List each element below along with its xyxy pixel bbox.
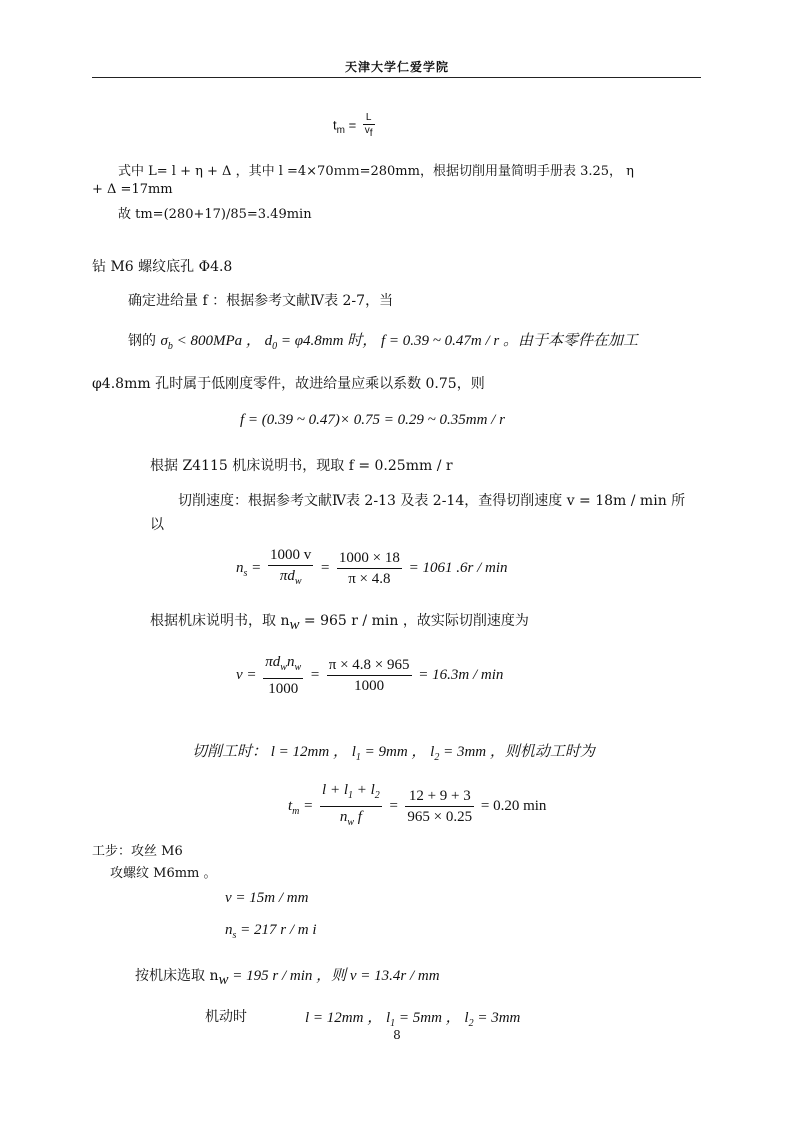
cut-time-line: 切削工时： l = 12mm ， $l_1 = 9mm$ ， $l_2 = 3mm$ ，则机动工时为 xyxy=(192,744,595,763)
feed-line1: 确定进给量 f ：根据参考文献Ⅳ表 2-7，当 xyxy=(128,293,394,309)
page-number: 8 xyxy=(393,1028,401,1042)
formula-tm-lhs: t xyxy=(333,117,337,133)
tm-formula: $t_m$ = $\frac{l + l_1 + l_2}{n_w f}$ = $\frac{12 + 9 + 3}{965 \times 0.25}$ = 0.20 min xyxy=(288,782,547,828)
step-title: 工步：攻丝 M6 xyxy=(92,844,183,859)
step-ns: $n_s = 217$ r / m i xyxy=(225,922,317,941)
speed-line2: 以 xyxy=(150,517,164,533)
header-rule xyxy=(92,77,701,78)
feed-line2: 钢的 $\sigma_b < 800MPa$ ， $d_0 = \varphi 4.8mm$ 时， f = 0.39 ~ 0.47m / r 。由于本零件在加工 xyxy=(128,333,638,352)
feed-formula: f = (0.39 ~ 0.47)× 0.75 = 0.29 ~ 0.35mm / r xyxy=(240,412,505,428)
formula-tm-top: $t_m$ = $\frac{L}{v_f}$ xyxy=(333,112,373,139)
v-formula: v = $\frac{\pi d_wn_w}{1000}$ = $\frac{\pi \times 4.8 \times 965}{1000}$ = 16.3m / min xyxy=(236,654,504,697)
para-tm-line1: 式中 L= l + η + Δ ，其中 l =4×70ｍｍ=280mm，根据切削用量简明手册表 3.25， η xyxy=(118,164,634,179)
step-machine-values: l = 12mm ， $l_1 = 5mm$ ， $l_2 = 3mm$ xyxy=(305,1010,521,1029)
formula-tm-fraction: $\frac{L}{v_f}$ xyxy=(364,112,373,139)
para-tm-line3: 故 tm=(280+17)/85=3.49min xyxy=(118,207,312,222)
ns-formula: $n_s$ = $\frac{1000 v}{\pi d_w}$ = $\frac{1000 \times 18}{\pi \times 4.8}$ = 1061 .6r / min xyxy=(236,547,508,587)
step-machine-label: 机动时 xyxy=(205,1009,247,1025)
feed-line3: φ4.8mm 孔时属于低刚度零件，故进给量应乘以系数 0.75，则 xyxy=(92,376,485,392)
page-header-title: 天津大学仁爱学院 xyxy=(344,60,449,74)
step-line1: 攻螺纹 M6mm 。 xyxy=(110,866,217,881)
step-select: 按机床选取 $n_w = 195$ r / min ，则 v = 13.4r / mm xyxy=(135,968,440,988)
speed-line3: 根据机床说明书，取 $n_w = 965$ r / min ，故实际切削速度为 xyxy=(150,613,529,633)
para-tm-line2: + Δ =17mm xyxy=(92,182,173,197)
step-v: v = 15m / mm xyxy=(225,890,309,906)
section-drill-heading: 钻 M6 螺纹底孔 Φ4.8 xyxy=(92,259,233,275)
speed-line1: 切削速度：根据参考文献Ⅳ表 2-13 及表 2-14，查得切削速度 v = 18m / min 所 xyxy=(178,493,686,509)
feed-line4: 根据 Z4115 机床说明书，现取 f = 0.25mm / r xyxy=(150,458,453,474)
